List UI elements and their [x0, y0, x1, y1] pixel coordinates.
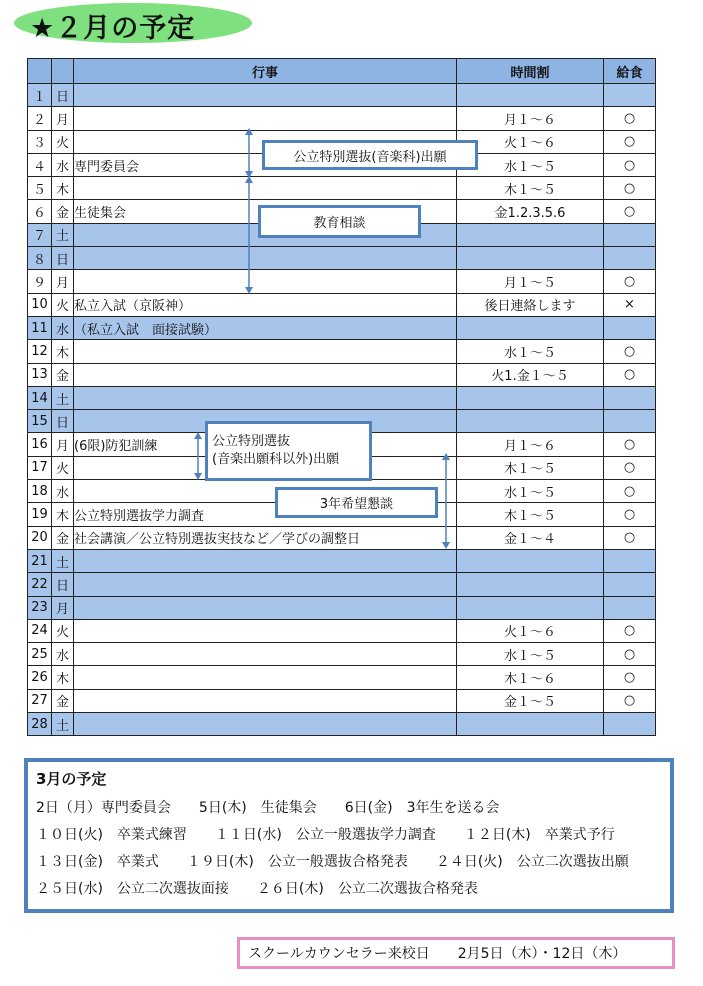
meal-cell	[604, 596, 656, 619]
weekday-cell: 金	[52, 689, 74, 712]
march-line: １３日(金) 卒業式 １９日(木) 公立一般選抜合格発表 ２４日(火) 公立二次選抜出願	[36, 854, 629, 870]
table-row	[28, 713, 656, 736]
table-header-row	[28, 59, 656, 84]
timetable-cell: 火１～６	[457, 130, 604, 153]
weekday-cell: 金	[52, 526, 74, 549]
table-row	[28, 293, 656, 316]
callout-special-line1: 公立特別選抜	[212, 434, 291, 449]
date-cell: 28	[28, 713, 52, 736]
timetable-cell: 木１～５	[457, 177, 604, 200]
meal-cell	[604, 84, 656, 107]
table-row	[28, 270, 656, 293]
weekday-cell: 火	[52, 130, 74, 153]
table-row	[28, 689, 656, 712]
meal-cell	[604, 549, 656, 572]
event-cell	[74, 270, 457, 293]
date-cell: 21	[28, 549, 52, 572]
event-cell: 生徒集会	[74, 200, 457, 223]
meal-cell	[604, 713, 656, 736]
weekday-cell: 火	[52, 619, 74, 642]
timetable-cell: 月１～６	[457, 433, 604, 456]
weekday-cell: 水	[52, 480, 74, 503]
table-row	[28, 573, 656, 596]
meal-cell: ○	[604, 503, 656, 526]
timetable-cell: 木１～６	[457, 666, 604, 689]
counselor-visit-box: スクールカウンセラー来校日 2月5日（木）・12日（木）	[237, 937, 675, 969]
weekday-cell: 土	[52, 713, 74, 736]
header-event: 行事	[74, 59, 457, 84]
meal-cell	[604, 223, 656, 246]
weekday-cell: 水	[52, 643, 74, 666]
march-line: 2日（月）専門委員会 5日(木) 生徒集会 6日(金) 3年生を送る会	[36, 800, 500, 816]
event-cell	[74, 596, 457, 619]
meal-cell	[604, 573, 656, 596]
timetable-cell: 火１～６	[457, 619, 604, 642]
table-row	[28, 107, 656, 130]
range-arrow-third-year	[439, 453, 453, 549]
table-row	[28, 526, 656, 549]
callout-third-year-meeting: 3年希望懇談	[275, 487, 438, 518]
weekday-cell: 月	[52, 270, 74, 293]
timetable-cell	[457, 713, 604, 736]
range-arrow-special	[191, 432, 205, 480]
timetable-cell: 木１～５	[457, 503, 604, 526]
date-cell: 25	[28, 643, 52, 666]
date-cell: １	[28, 84, 52, 107]
timetable-cell	[457, 223, 604, 246]
march-line: ２５日(水) 公立二次選抜面接 ２６日(木) 公立二次選抜合格発表	[36, 881, 478, 897]
date-cell: 15	[28, 410, 52, 433]
callout-special-selection	[205, 421, 372, 481]
march-schedule-box	[24, 758, 674, 913]
date-cell: 19	[28, 503, 52, 526]
meal-cell	[604, 410, 656, 433]
event-cell	[74, 643, 457, 666]
meal-cell: ○	[604, 526, 656, 549]
weekday-cell: 水	[52, 316, 74, 339]
meal-cell: ○	[604, 200, 656, 223]
header-meal: 給食	[604, 59, 656, 84]
date-cell: 18	[28, 480, 52, 503]
timetable-cell	[457, 410, 604, 433]
meal-cell: ○	[604, 340, 656, 363]
weekday-cell: 月	[52, 596, 74, 619]
table-row	[28, 340, 656, 363]
event-cell	[74, 84, 457, 107]
march-line: １０日(火) 卒業式練習 １１日(水) 公立一般選抜学力調査 １２日(木) 卒業式予行	[36, 827, 615, 843]
date-cell: 23	[28, 596, 52, 619]
date-cell: 14	[28, 386, 52, 409]
timetable-cell: 水１～５	[457, 153, 604, 176]
range-arrow-consult	[242, 176, 256, 294]
event-cell	[74, 363, 457, 386]
event-cell	[74, 619, 457, 642]
table-row	[28, 643, 656, 666]
meal-cell: ○	[604, 153, 656, 176]
header-timetable: 時間割	[457, 59, 604, 84]
meal-cell: ○	[604, 666, 656, 689]
timetable-cell: 火1.金１～５	[457, 363, 604, 386]
date-cell: 20	[28, 526, 52, 549]
weekday-cell: 火	[52, 456, 74, 479]
event-cell: 公立特別選抜学力調査	[74, 503, 457, 526]
timetable-cell	[457, 549, 604, 572]
weekday-cell: 土	[52, 223, 74, 246]
weekday-cell: 金	[52, 200, 74, 223]
callout-education-consultation: 教育相談	[258, 205, 421, 238]
event-cell	[74, 549, 457, 572]
callout-special-line2: (音楽出願科以外)出願	[212, 452, 340, 467]
event-cell	[74, 666, 457, 689]
table-row	[28, 619, 656, 642]
event-cell: 社会講演／公立特別選抜実技など／学びの調整日	[74, 526, 457, 549]
event-cell	[74, 107, 457, 130]
meal-cell: ○	[604, 107, 656, 130]
meal-cell: ×	[604, 293, 656, 316]
event-cell	[74, 247, 457, 270]
meal-cell: ○	[604, 456, 656, 479]
meal-cell: ○	[604, 363, 656, 386]
weekday-cell: 金	[52, 363, 74, 386]
date-cell: ８	[28, 247, 52, 270]
header-date	[28, 59, 52, 84]
date-cell: ７	[28, 223, 52, 246]
date-cell: 16	[28, 433, 52, 456]
table-row	[28, 596, 656, 619]
table-row	[28, 84, 656, 107]
table-row	[28, 549, 656, 572]
timetable-cell	[457, 596, 604, 619]
timetable-cell: 月１～６	[457, 107, 604, 130]
weekday-cell: 土	[52, 386, 74, 409]
weekday-cell: 火	[52, 293, 74, 316]
callout-music-application: 公立特別選抜(音楽科)出願	[262, 140, 478, 170]
meal-cell: ○	[604, 270, 656, 293]
event-cell	[74, 386, 457, 409]
date-cell: 11	[28, 316, 52, 339]
event-cell: 私立入試（京阪神）	[74, 293, 457, 316]
header-weekday	[52, 59, 74, 84]
event-cell	[74, 713, 457, 736]
timetable-cell: 木１～５	[457, 456, 604, 479]
date-cell: 24	[28, 619, 52, 642]
meal-cell: ○	[604, 130, 656, 153]
meal-cell	[604, 247, 656, 270]
meal-cell: ○	[604, 177, 656, 200]
timetable-cell	[457, 247, 604, 270]
table-row	[28, 386, 656, 409]
timetable-cell: 金1.2.3.5.6	[457, 200, 604, 223]
weekday-cell: 木	[52, 340, 74, 363]
event-cell: (6限)防犯訓練	[74, 433, 457, 456]
table-row	[28, 363, 656, 386]
timetable-cell: 水１～５	[457, 480, 604, 503]
event-cell	[74, 177, 457, 200]
table-row	[28, 177, 656, 200]
weekday-cell: 土	[52, 549, 74, 572]
meal-cell	[604, 316, 656, 339]
event-cell	[74, 573, 457, 596]
weekday-cell: 木	[52, 177, 74, 200]
weekday-cell: 月	[52, 107, 74, 130]
meal-cell	[604, 386, 656, 409]
meal-cell: ○	[604, 643, 656, 666]
date-cell: 17	[28, 456, 52, 479]
event-cell	[74, 340, 457, 363]
timetable-cell	[457, 316, 604, 339]
march-heading: 3月の予定	[36, 770, 107, 788]
meal-cell: ○	[604, 619, 656, 642]
date-cell: 22	[28, 573, 52, 596]
timetable-cell: 月１～５	[457, 270, 604, 293]
date-cell: ６	[28, 200, 52, 223]
meal-cell: ○	[604, 433, 656, 456]
event-cell: 専門委員会	[74, 153, 457, 176]
date-cell: ３	[28, 130, 52, 153]
page-title: ★２月の予定	[30, 13, 196, 44]
range-arrow-music	[242, 128, 256, 178]
weekday-cell: 月	[52, 433, 74, 456]
table-row	[28, 247, 656, 270]
weekday-cell: 日	[52, 247, 74, 270]
timetable-cell: 水１～５	[457, 643, 604, 666]
timetable-cell: 金１～５	[457, 689, 604, 712]
meal-cell: ○	[604, 480, 656, 503]
date-cell: 26	[28, 666, 52, 689]
table-row	[28, 666, 656, 689]
date-cell: 10	[28, 293, 52, 316]
timetable-cell: 金１～４	[457, 526, 604, 549]
meal-cell: ○	[604, 689, 656, 712]
weekday-cell: 日	[52, 410, 74, 433]
weekday-cell: 日	[52, 573, 74, 596]
event-cell	[74, 689, 457, 712]
timetable-cell: 水１～５	[457, 340, 604, 363]
timetable-cell: 後日連絡します	[457, 293, 604, 316]
weekday-cell: 木	[52, 666, 74, 689]
table-row	[28, 316, 656, 339]
timetable-cell	[457, 573, 604, 596]
event-cell: （私立入試 面接試験）	[74, 316, 457, 339]
weekday-cell: 日	[52, 84, 74, 107]
weekday-cell: 水	[52, 153, 74, 176]
date-cell: 13	[28, 363, 52, 386]
timetable-cell	[457, 84, 604, 107]
timetable-cell	[457, 386, 604, 409]
date-cell: ５	[28, 177, 52, 200]
date-cell: ９	[28, 270, 52, 293]
date-cell: ４	[28, 153, 52, 176]
weekday-cell: 木	[52, 503, 74, 526]
date-cell: 27	[28, 689, 52, 712]
date-cell: 12	[28, 340, 52, 363]
date-cell: ２	[28, 107, 52, 130]
